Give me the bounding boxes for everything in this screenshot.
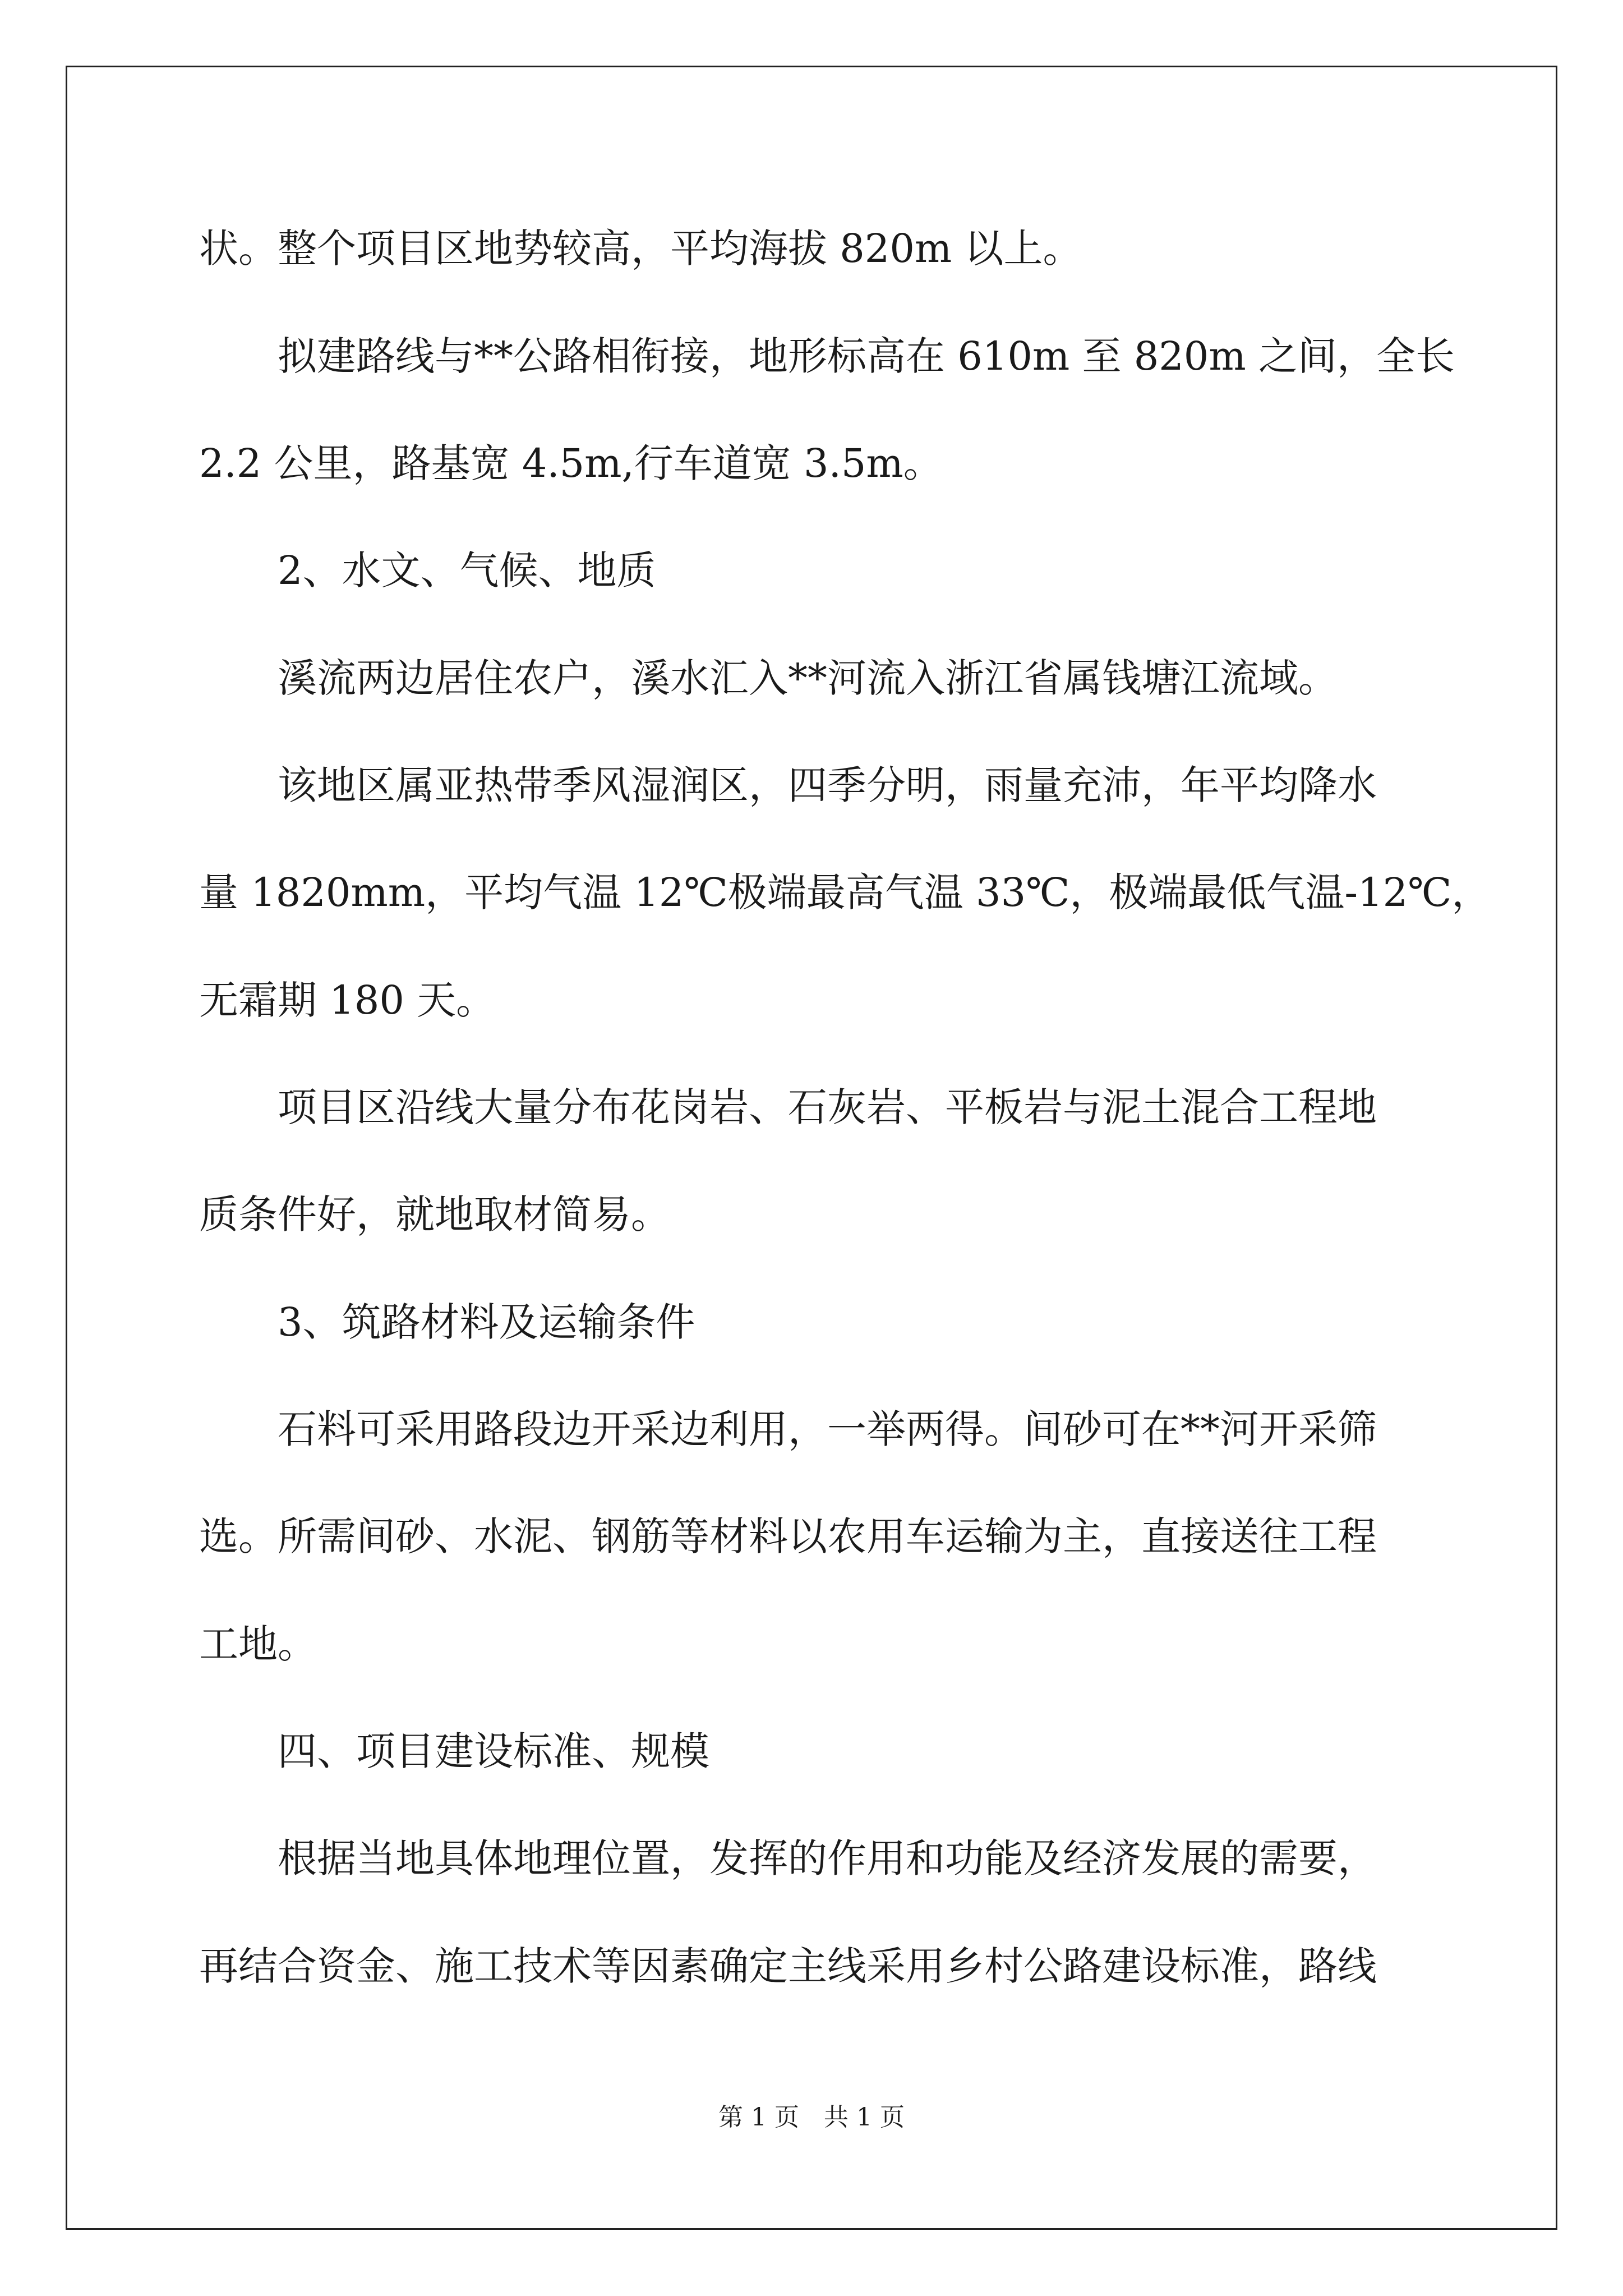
section-heading: 3、筑路材料及运输条件 — [278, 1299, 695, 1345]
text-line: 量 1820mm，平均气温 12℃极端最高气温 33℃，极端最低气温-12℃， — [199, 869, 1491, 915]
text-line: 状。整个项目区地势较高，平均海拔 820m 以上。 — [199, 226, 1082, 272]
text-line: 工地。 — [199, 1621, 317, 1667]
text-line: 选。所需间砂、水泥、钢筋等材料以农用车运输为主，直接送往工程 — [199, 1513, 1377, 1559]
text-line: 溪流两边居住农户，溪水汇入**河流入浙江省属钱塘江流域。 — [278, 655, 1338, 701]
text-line: 拟建路线与**公路相衔接，地形标高在 610m 至 820m 之间，全长 — [278, 333, 1455, 379]
text-line: 石料可采用路段边开采边利用，一举两得。间砂可在**河开采筛 — [278, 1406, 1377, 1452]
section-heading: 2、水文、气候、地质 — [278, 547, 656, 593]
section-heading: 四、项目建设标准、规模 — [278, 1728, 709, 1774]
text-line: 无霜期 180 天。 — [199, 977, 496, 1023]
page-border — [66, 66, 1557, 2230]
text-line: 该地区属亚热带季风湿润区，四季分明，雨量充沛，年平均降水 — [278, 762, 1377, 808]
text-line: 根据当地具体地理位置，发挥的作用和功能及经济发展的需要， — [278, 1835, 1377, 1881]
text-line: 质条件好，就地取材简易。 — [199, 1191, 670, 1237]
text-line: 2.2 公里，路基宽 4.5m,行车道宽 3.5m。 — [199, 440, 943, 486]
page-number: 第 1 页 共 1 页 — [718, 2103, 905, 2132]
text-line: 再结合资金、施工技术等因素确定主线采用乡村公路建设标准，路线 — [199, 1943, 1377, 1989]
text-line: 项目区沿线大量分布花岗岩、石灰岩、平板岩与泥土混合工程地 — [278, 1084, 1377, 1130]
